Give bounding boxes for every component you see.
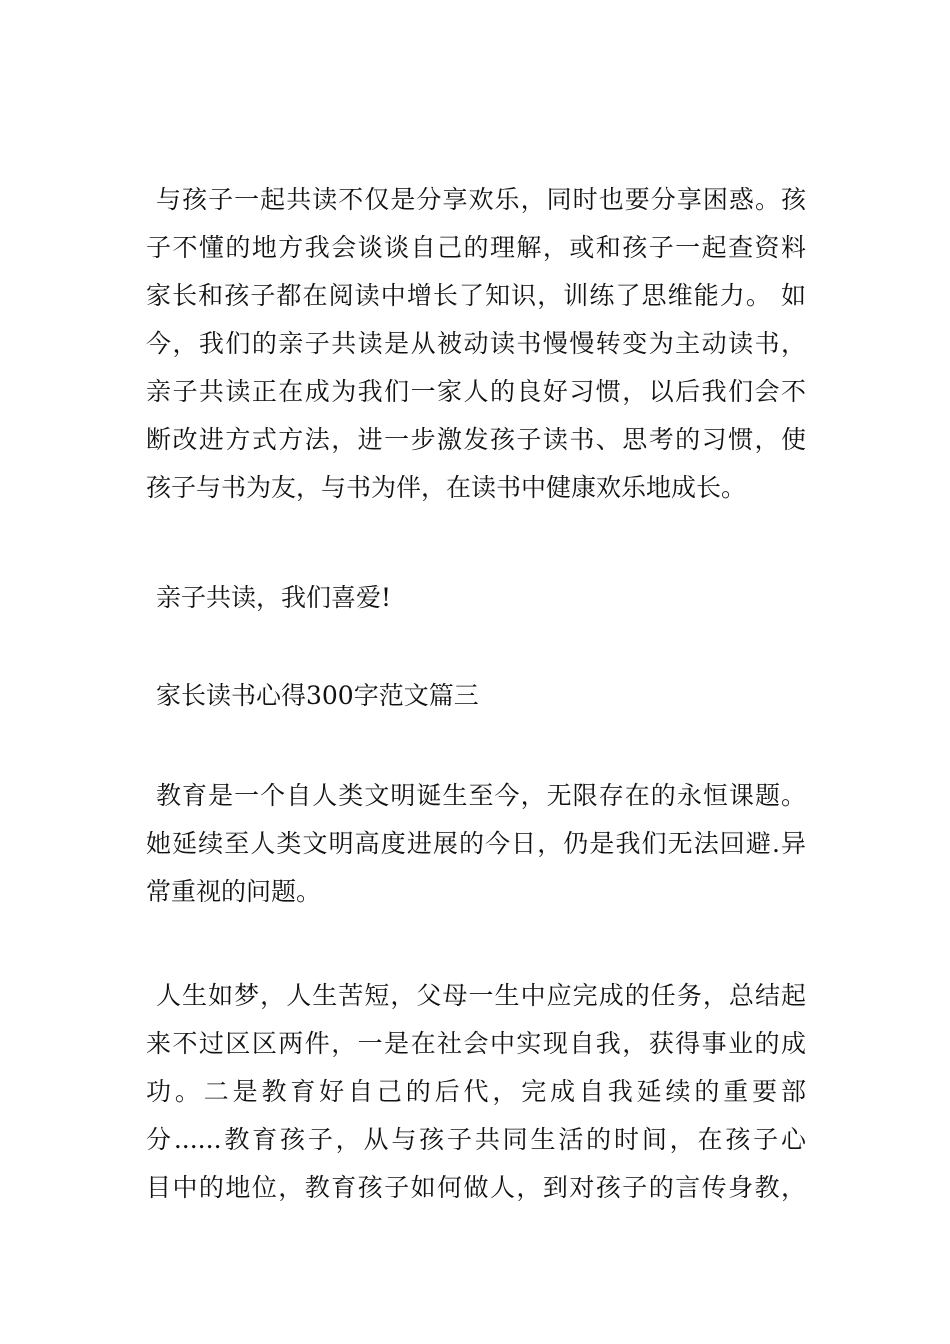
paragraph-1-line-5: 亲子共读正在成为我们一家人的良好习惯，以后我们会不 — [146, 377, 806, 406]
paragraph-4-line-5: 目中的地位，教育孩子如何做人，到对孩子的言传身教， — [146, 1173, 806, 1202]
paragraph-3-line-1: 教育是一个自人类文明诞生至今，无限存在的永恒课题。 — [156, 781, 806, 810]
paragraph-3-line-3: 常重视的问题。 — [146, 877, 322, 906]
paragraph-4-line-3: 功。二是教育好自己的后代，完成自我延续的重要部 — [146, 1077, 806, 1106]
section-heading: 家长读书心得300字范文篇三 — [156, 681, 479, 710]
paragraph-1-line-2: 子不懂的地方我会谈谈自己的理解，或和孩子一起查资料 — [146, 233, 806, 262]
paragraph-4-line-4: 分......教育孩子，从与孩子共同生活的时间，在孩子心 — [146, 1125, 806, 1154]
paragraph-1-line-7: 孩子与书为友，与书为伴，在读书中健康欢乐地成长。 — [146, 473, 747, 502]
paragraph-1-line-6: 断改进方式方法，进一步激发孩子读书、思考的习惯，使 — [146, 425, 806, 454]
paragraph-3-line-2: 她延续至人类文明高度进展的今日，仍是我们无法回避.异 — [146, 829, 806, 858]
paragraph-2-line-1: 亲子共读，我们喜爱! — [156, 583, 392, 612]
paragraph-1-line-1: 与孩子一起共读不仅是分享欢乐，同时也要分享困惑。孩 — [156, 185, 806, 214]
paragraph-1-line-4: 今，我们的亲子共读是从被动读书慢慢转变为主动读书， — [146, 329, 806, 358]
paragraph-4-line-1: 人生如梦，人生苦短，父母一生中应完成的任务，总结起 — [156, 981, 806, 1010]
paragraph-4-line-2: 来不过区区两件，一是在社会中实现自我，获得事业的成 — [146, 1029, 806, 1058]
paragraph-1-line-3: 家长和孩子都在阅读中增长了知识，训练了思维能力。 如 — [146, 281, 806, 310]
